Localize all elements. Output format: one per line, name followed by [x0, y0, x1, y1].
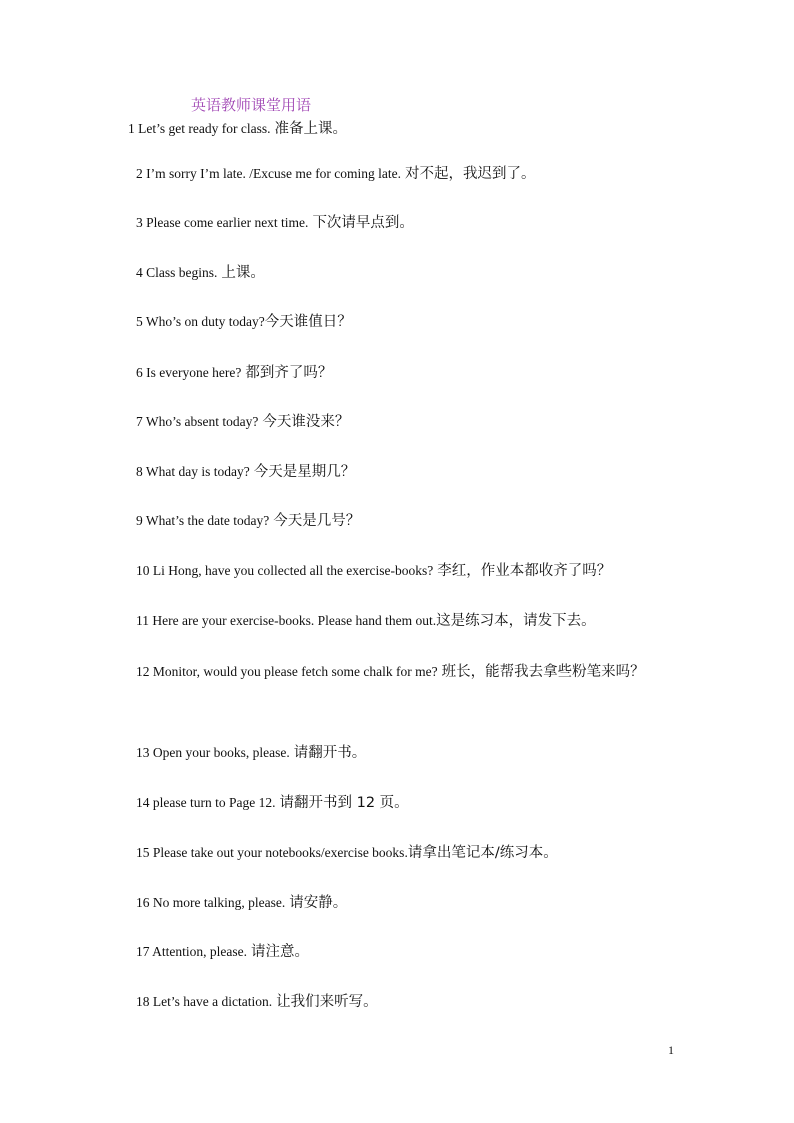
english-phrase: 14 please turn to Page 12. — [136, 795, 276, 810]
chinese-translation: 这是练习本，请发下去。 — [436, 613, 596, 629]
english-phrase: 11 Here are your exercise-books. Please hand them out. — [136, 613, 437, 628]
list-item — [136, 792, 409, 814]
english-phrase: 6 Is everyone here? — [136, 365, 242, 380]
chinese-translation: 准备上课。 — [274, 121, 347, 137]
english-phrase: 15 Please take out your notebooks/exercise books. — [136, 845, 408, 860]
list-item — [136, 842, 558, 864]
page-number: 1 — [668, 1043, 674, 1057]
english-phrase: 4 Class begins. — [136, 265, 218, 280]
chinese-translation: 班长，能帮我去拿些粉笔来吗？ — [441, 664, 645, 680]
chinese-translation: 请注意。 — [250, 944, 309, 960]
chinese-translation: 对不起，我迟到了。 — [405, 166, 536, 182]
list-item — [136, 212, 414, 234]
list-item — [136, 311, 352, 333]
chinese-translation: 请拿出笔记本/练习本。 — [407, 845, 558, 861]
list-item — [136, 510, 360, 532]
list-item — [136, 411, 349, 433]
list-item — [136, 362, 332, 384]
list-item — [136, 742, 366, 764]
english-phrase: 7 Who’s absent today? — [136, 414, 259, 429]
english-phrase: 13 Open your books, please. — [136, 745, 290, 760]
chinese-translation: 今天谁没来？ — [262, 414, 350, 430]
english-phrase: 1 Let’s get ready for class. — [128, 121, 271, 136]
english-phrase: 18 Let’s have a dictation. — [136, 994, 273, 1009]
english-phrase: 2 I’m sorry I’m late. /Excuse me for coming late. — [136, 166, 402, 181]
chinese-translation: 请翻开书到 12 页。 — [279, 795, 409, 811]
english-phrase: 16 No more talking, please. — [136, 895, 286, 910]
chinese-translation: 下次请早点到。 — [312, 215, 414, 231]
list-item — [136, 461, 355, 483]
english-phrase: 8 What day is today? — [136, 464, 250, 479]
list-item — [136, 991, 378, 1013]
list-item — [136, 892, 347, 914]
chinese-translation: 上课。 — [221, 265, 265, 281]
chinese-translation: 今天谁值日？ — [264, 314, 352, 330]
english-phrase: 5 Who’s on duty today? — [136, 314, 265, 329]
list-item — [136, 262, 265, 284]
chinese-translation: 请安静。 — [289, 895, 348, 911]
list-item — [118, 656, 688, 688]
chinese-translation: 让我们来听写。 — [276, 994, 378, 1010]
english-phrase: 12 Monitor, would you please fetch some chalk for me? — [136, 664, 438, 679]
chinese-translation: 今天是几号？ — [273, 513, 361, 529]
english-phrase: 9 What’s the date today? — [136, 513, 270, 528]
english-phrase: 10 Li Hong, have you collected all the exercise-books? — [136, 563, 434, 578]
chinese-translation: 今天是星期几？ — [253, 464, 356, 480]
list-item — [128, 118, 347, 140]
english-phrase: 3 Please come earlier next time. — [136, 215, 309, 230]
english-phrase: 17 Attention, please. — [136, 944, 247, 959]
list-item — [136, 610, 596, 632]
list-item — [136, 163, 536, 185]
list-item — [136, 941, 309, 963]
chinese-translation: 都到齐了吗？ — [245, 365, 333, 381]
list-item — [136, 560, 611, 582]
page-title: 英语教师课堂用语 — [191, 96, 312, 114]
chinese-translation: 请翻开书。 — [293, 745, 367, 761]
chinese-translation: 李红，作业本都收齐了吗？ — [437, 563, 612, 579]
